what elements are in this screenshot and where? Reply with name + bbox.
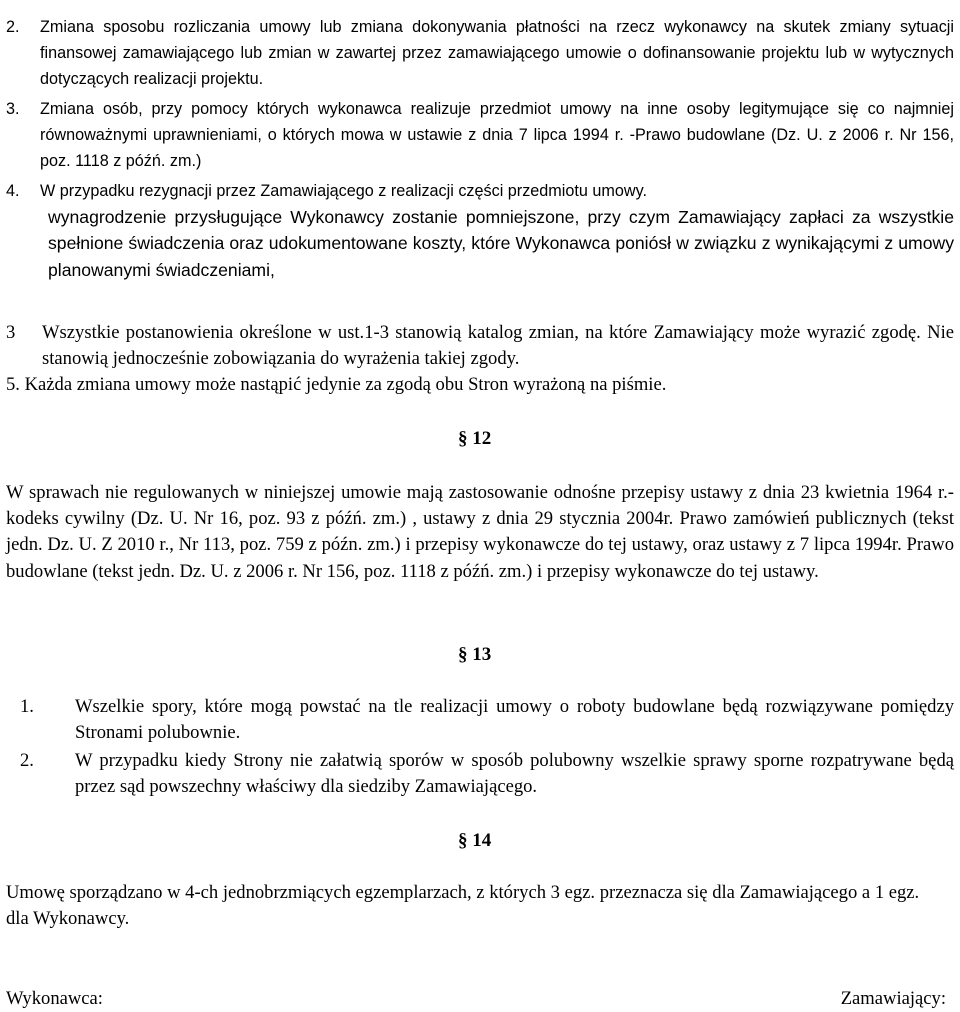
list-item — [20, 694, 954, 746]
list-item — [6, 178, 954, 283]
section-heading: § 14 — [458, 830, 492, 851]
item-number: 3. — [6, 100, 20, 118]
item-number: 4. — [6, 182, 20, 200]
list-item — [6, 320, 954, 372]
section-heading: § 13 — [458, 644, 492, 665]
item-text: Zmiana sposobu rozliczania umowy lub zmiana dokonywania płatności na rzecz wykonawcy na skutek zmiany sytuacji finansowej zamawiającego lub zmian w zawartej przez zamawiającego umowie o dofinansowanie projektu lub w wytycznych dotyczących realizacji projektu. — [40, 18, 954, 89]
item-text: Wszelkie spory, które mogą powstać na tle realizacji umowy o roboty budowlane będą rozwiązywane pomiędzy Stronami polubownie. — [75, 696, 954, 744]
item-number: 2. — [20, 750, 34, 771]
list-item — [6, 14, 954, 93]
paragraph: 5. Każda zmiana umowy może nastąpić jedynie za zgodą obu Stron wyrażoną na piśmie. — [6, 374, 667, 395]
item-continuation: wynagrodzenie przysługujące Wykonawcy zostanie pomniejszone, przy czym Zamawiający zapłaci za wszystkie spełnione świadczenia oraz udokumentowane koszty, które Wykonawca poniósł w związku z wynikającymi z umowy planowanymi świadczeniami, — [48, 207, 954, 280]
item-number: 3 — [6, 322, 16, 343]
signature-contractor: Wykonawca: — [6, 988, 103, 1009]
paragraph: W sprawach nie regulowanych w niniejszej umowie mają zastosowanie odnośne przepisy ustawy z dnia 23 kwietnia 1964 r.-kodeks cywilny (Dz. U. Nr 16, poz. 93 z późń. zm.) , ustawy z dnia 29 stycznia 2004r. Prawo zamówień publicznych (tekst jedn. Dz. U. Z 2010 r., Nr 113, poz. 759 z późn. zm.) i przepisy wykonawcze do tej ustawy, oraz ustawy z 7 lipca 1994r. Prawo budowlane (tekst jedn. Dz. U. z 2006 r. Nr 156, poz. 1118 z późń. zm.) i przepisy wykonawcze do tej ustawy. — [6, 482, 954, 582]
section-heading: § 12 — [458, 428, 492, 449]
item-number: 2. — [6, 18, 20, 36]
item-text: Zmiana osób, przy pomocy których wykonawca realizuje przedmiot umowy na inne osoby legitymujące się co najmniej równoważnymi uprawnieniami, o których mowa w ustawie z dnia 7 lipca 1994 r. -Prawo budowlane (Dz. U. z 2006 r. Nr 156, poz. 1118 z późń. zm.) — [40, 100, 954, 171]
list-item — [6, 96, 954, 175]
paragraph: Umowę sporządzano w 4-ch jednobrzmiących egzemplarzach, z których 3 egz. przeznacza się dla Zamawiającego a 1 egz. dla Wykonawcy. — [6, 882, 920, 930]
item-text: W przypadku kiedy Strony nie załatwią sporów w sposób polubowny wszelkie sprawy sporne rozpatrywane będą przez sąd powszechny właściwy dla siedziby Zamawiającego. — [75, 750, 954, 798]
item-number: 1. — [20, 696, 34, 717]
list-item — [20, 748, 954, 800]
item-text: Wszystkie postanowienia określone w ust.1-3 stanowią katalog zmian, na które Zamawiający może wyrazić zgodę. Nie stanowią jednocześnie zobowiązania do wyrażenia takiej zgody. — [42, 322, 954, 370]
signature-employer: Zamawiający: — [840, 988, 946, 1009]
item-text: W przypadku rezygnacji przez Zamawiającego z realizacji części przedmiotu umowy. — [40, 182, 647, 200]
